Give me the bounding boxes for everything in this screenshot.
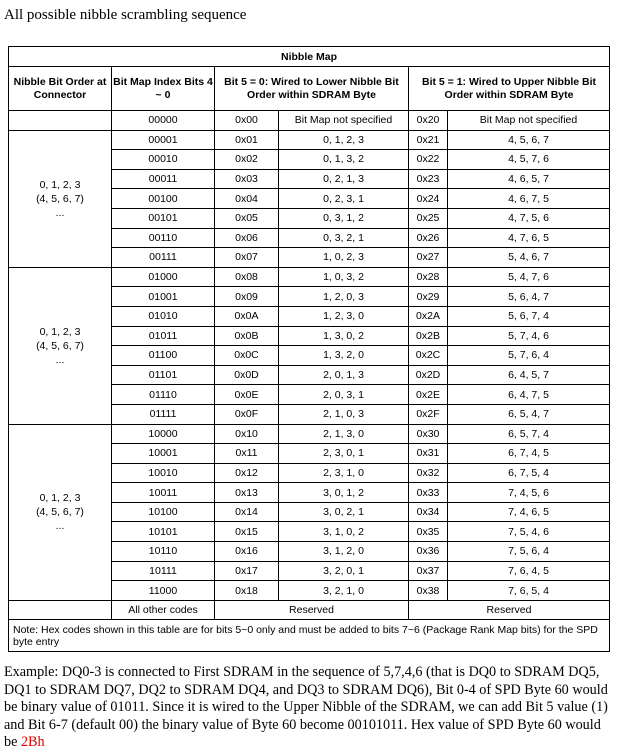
upper-hex-cell: 0x35 [409, 522, 448, 542]
lower-hex-cell: 0x13 [215, 483, 279, 503]
upper-hex-cell: 0x2D [409, 365, 448, 385]
lower-hex-cell: 0x0E [215, 385, 279, 405]
index-cell: 00000 [112, 111, 215, 131]
page-title: All possible nibble scrambling sequence [4, 7, 247, 23]
lower-hex-cell: 0x08 [215, 267, 279, 287]
lower-hex-cell: 0x10 [215, 424, 279, 444]
upper-order-cell: 6, 5, 7, 4 [448, 424, 610, 444]
upper-order-cell: 5, 7, 4, 6 [448, 326, 610, 346]
lower-nibble-column-header: Bit 5 = 0: Wired to Lower Nibble Bit Order within SDRAM Byte [215, 67, 409, 111]
upper-hex-cell: 0x37 [409, 561, 448, 581]
lower-order-cell: 2, 3, 0, 1 [279, 444, 409, 464]
example-text: Example: DQ0-3 is connected to First SDRAM in the sequence of 5,7,4,6 (that is DQ0 to SDRAM DQ5, DQ1 to SDRAM DQ7, DQ2 to SDRAM DQ4, and DQ3 to SDRAM DQ6), Bit 0-4 of SPD Byte 60 would be binary value of 01011. Since it is wired to the Upper Nibble of the SDRAM, we can add Bit 5 value (1) and Bit 6-7 (default 00) the binary value of Byte 60 become 00101011. Hex value of SPD Byte 60 would be [4, 664, 608, 751]
index-cell: 01111 [112, 404, 215, 424]
index-cell: 01010 [112, 306, 215, 326]
lower-order-cell: 3, 0, 1, 2 [279, 483, 409, 503]
lower-order-cell: 2, 3, 1, 0 [279, 463, 409, 483]
nibble-map-header: Nibble Map [9, 47, 610, 67]
lower-order-cell: 1, 2, 3, 0 [279, 306, 409, 326]
index-cell: 10101 [112, 522, 215, 542]
lower-order-cell: 0, 3, 1, 2 [279, 208, 409, 228]
connector-order-cell [9, 267, 112, 424]
lower-hex-cell: 0x09 [215, 287, 279, 307]
lower-hex-cell: 0x03 [215, 169, 279, 189]
upper-order-cell: 4, 7, 5, 6 [448, 208, 610, 228]
table-row [9, 267, 610, 287]
upper-hex-cell: 0x2F [409, 404, 448, 424]
upper-nibble-column-header: Bit 5 = 1: Wired to Upper Nibble Bit Order within SDRAM Byte [409, 67, 610, 111]
lower-order-cell: 3, 2, 0, 1 [279, 561, 409, 581]
lower-hex-cell: 0x16 [215, 542, 279, 562]
upper-order-cell: 6, 5, 4, 7 [448, 404, 610, 424]
table-row-unspecified [9, 111, 610, 131]
upper-hex-cell: 0x27 [409, 248, 448, 268]
table-note: Note: Hex codes shown in this table are for bits 5~0 only and must be added to bits 7~6 (Package Rank Map bits) for the SPD byte entry [9, 620, 610, 652]
lower-order-cell: 1, 3, 0, 2 [279, 326, 409, 346]
lower-order-cell: Bit Map not specified [279, 111, 409, 131]
table-row [9, 130, 610, 150]
index-cell: 01101 [112, 365, 215, 385]
lower-order-cell: 2, 1, 0, 3 [279, 404, 409, 424]
upper-order-cell: 7, 4, 5, 6 [448, 483, 610, 503]
upper-reserved-cell: Reserved [409, 600, 610, 620]
lower-hex-cell: 0x04 [215, 189, 279, 209]
index-cell: 01000 [112, 267, 215, 287]
upper-order-cell: 7, 6, 5, 4 [448, 581, 610, 601]
lower-order-cell: 1, 0, 3, 2 [279, 267, 409, 287]
upper-hex-cell: 0x32 [409, 463, 448, 483]
upper-hex-cell: 0x34 [409, 502, 448, 522]
table-row [9, 424, 610, 444]
table-row-other-codes [9, 600, 610, 620]
index-cell: 10010 [112, 463, 215, 483]
upper-order-cell: 7, 5, 4, 6 [448, 522, 610, 542]
upper-hex-cell: 0x2C [409, 346, 448, 366]
connector-order-cell [9, 424, 112, 600]
upper-order-cell: 4, 6, 5, 7 [448, 169, 610, 189]
upper-order-cell: 4, 5, 7, 6 [448, 150, 610, 170]
connector-order-line: ... [55, 520, 65, 533]
index-cell: 10011 [112, 483, 215, 503]
upper-order-cell: 6, 7, 4, 5 [448, 444, 610, 464]
lower-order-cell: 3, 0, 2, 1 [279, 502, 409, 522]
index-cell: 00011 [112, 169, 215, 189]
index-cell: 00101 [112, 208, 215, 228]
upper-order-cell: Bit Map not specified [448, 111, 610, 131]
upper-hex-cell: 0x23 [409, 169, 448, 189]
lower-hex-cell: 0x02 [215, 150, 279, 170]
lower-order-cell: 3, 1, 2, 0 [279, 542, 409, 562]
lower-hex-cell: 0x17 [215, 561, 279, 581]
connector-order-line: ... [55, 206, 65, 219]
connector-order-line: (4, 5, 6, 7) [36, 192, 84, 205]
lower-reserved-cell: Reserved [215, 600, 409, 620]
lower-hex-cell: 0x0A [215, 306, 279, 326]
connector-order-line: 0, 1, 2, 3 [39, 325, 81, 338]
upper-hex-cell: 0x22 [409, 150, 448, 170]
upper-order-cell: 6, 4, 5, 7 [448, 365, 610, 385]
index-cell: 00110 [112, 228, 215, 248]
lower-hex-cell: 0x0B [215, 326, 279, 346]
upper-order-cell: 4, 7, 6, 5 [448, 228, 610, 248]
lower-hex-cell: 0x12 [215, 463, 279, 483]
upper-hex-cell: 0x26 [409, 228, 448, 248]
upper-hex-cell: 0x38 [409, 581, 448, 601]
connector-order-cell [9, 130, 112, 267]
upper-order-cell: 6, 4, 7, 5 [448, 385, 610, 405]
upper-order-cell: 7, 4, 6, 5 [448, 502, 610, 522]
lower-hex-cell: 0x06 [215, 228, 279, 248]
upper-order-cell: 7, 5, 6, 4 [448, 542, 610, 562]
index-cell: 11000 [112, 581, 215, 601]
lower-order-cell: 0, 1, 3, 2 [279, 150, 409, 170]
lower-hex-cell: 0x07 [215, 248, 279, 268]
upper-hex-cell: 0x31 [409, 444, 448, 464]
upper-order-cell: 4, 6, 7, 5 [448, 189, 610, 209]
lower-order-cell: 3, 1, 0, 2 [279, 522, 409, 542]
upper-hex-cell: 0x2A [409, 306, 448, 326]
upper-hex-cell: 0x29 [409, 287, 448, 307]
other-codes-cell: All other codes [112, 600, 215, 620]
upper-hex-cell: 0x24 [409, 189, 448, 209]
table-body [9, 111, 610, 601]
upper-order-cell: 5, 6, 7, 4 [448, 306, 610, 326]
nibble-map-table [8, 46, 610, 652]
lower-order-cell: 2, 1, 3, 0 [279, 424, 409, 444]
index-cell: 00100 [112, 189, 215, 209]
connector-order-line: ... [55, 353, 65, 366]
connector-order-line: 0, 1, 2, 3 [39, 178, 81, 191]
upper-hex-cell: 0x21 [409, 130, 448, 150]
lower-order-cell: 0, 2, 1, 3 [279, 169, 409, 189]
lower-order-cell: 0, 3, 2, 1 [279, 228, 409, 248]
index-cell: 10111 [112, 561, 215, 581]
connector-order-line: 0, 1, 2, 3 [39, 492, 81, 505]
connector-order-line: (4, 5, 6, 7) [36, 506, 84, 519]
lower-hex-cell: 0x01 [215, 130, 279, 150]
upper-order-cell: 5, 7, 6, 4 [448, 346, 610, 366]
lower-hex-cell: 0x11 [215, 444, 279, 464]
example-hex-value: 2Bh [20, 734, 45, 751]
empty-cell [9, 600, 112, 620]
index-cell: 01100 [112, 346, 215, 366]
lower-hex-cell: 0x18 [215, 581, 279, 601]
lower-hex-cell: 0x0C [215, 346, 279, 366]
index-column-header: Bit Map Index Bits 4 ~ 0 [112, 67, 215, 111]
lower-order-cell: 3, 2, 1, 0 [279, 581, 409, 601]
lower-order-cell: 1, 0, 2, 3 [279, 248, 409, 268]
index-cell: 01110 [112, 385, 215, 405]
lower-hex-cell: 0x00 [215, 111, 279, 131]
upper-hex-cell: 0x25 [409, 208, 448, 228]
upper-order-cell: 7, 6, 4, 5 [448, 561, 610, 581]
lower-hex-cell: 0x0D [215, 365, 279, 385]
lower-order-cell: 0, 1, 2, 3 [279, 130, 409, 150]
example-paragraph [4, 664, 616, 752]
lower-hex-cell: 0x14 [215, 502, 279, 522]
index-cell: 10100 [112, 502, 215, 522]
connector-column-header: Nibble Bit Order at Connector [9, 67, 112, 111]
upper-order-cell: 5, 4, 6, 7 [448, 248, 610, 268]
lower-order-cell: 2, 0, 3, 1 [279, 385, 409, 405]
lower-order-cell: 2, 0, 1, 3 [279, 365, 409, 385]
upper-order-cell: 5, 4, 7, 6 [448, 267, 610, 287]
index-cell: 01001 [112, 287, 215, 307]
lower-order-cell: 1, 3, 2, 0 [279, 346, 409, 366]
upper-hex-cell: 0x20 [409, 111, 448, 131]
upper-hex-cell: 0x2E [409, 385, 448, 405]
index-cell: 10110 [112, 542, 215, 562]
lower-hex-cell: 0x0F [215, 404, 279, 424]
upper-hex-cell: 0x2B [409, 326, 448, 346]
upper-hex-cell: 0x28 [409, 267, 448, 287]
lower-hex-cell: 0x05 [215, 208, 279, 228]
index-cell: 01011 [112, 326, 215, 346]
index-cell: 10000 [112, 424, 215, 444]
upper-hex-cell: 0x30 [409, 424, 448, 444]
upper-hex-cell: 0x33 [409, 483, 448, 503]
upper-order-cell: 6, 7, 5, 4 [448, 463, 610, 483]
lower-order-cell: 0, 2, 3, 1 [279, 189, 409, 209]
upper-order-cell: 5, 6, 4, 7 [448, 287, 610, 307]
index-cell: 10001 [112, 444, 215, 464]
lower-hex-cell: 0x15 [215, 522, 279, 542]
empty-cell [9, 111, 112, 131]
upper-hex-cell: 0x36 [409, 542, 448, 562]
index-cell: 00010 [112, 150, 215, 170]
index-cell: 00001 [112, 130, 215, 150]
connector-order-line: (4, 5, 6, 7) [36, 339, 84, 352]
index-cell: 00111 [112, 248, 215, 268]
lower-order-cell: 1, 2, 0, 3 [279, 287, 409, 307]
upper-order-cell: 4, 5, 6, 7 [448, 130, 610, 150]
